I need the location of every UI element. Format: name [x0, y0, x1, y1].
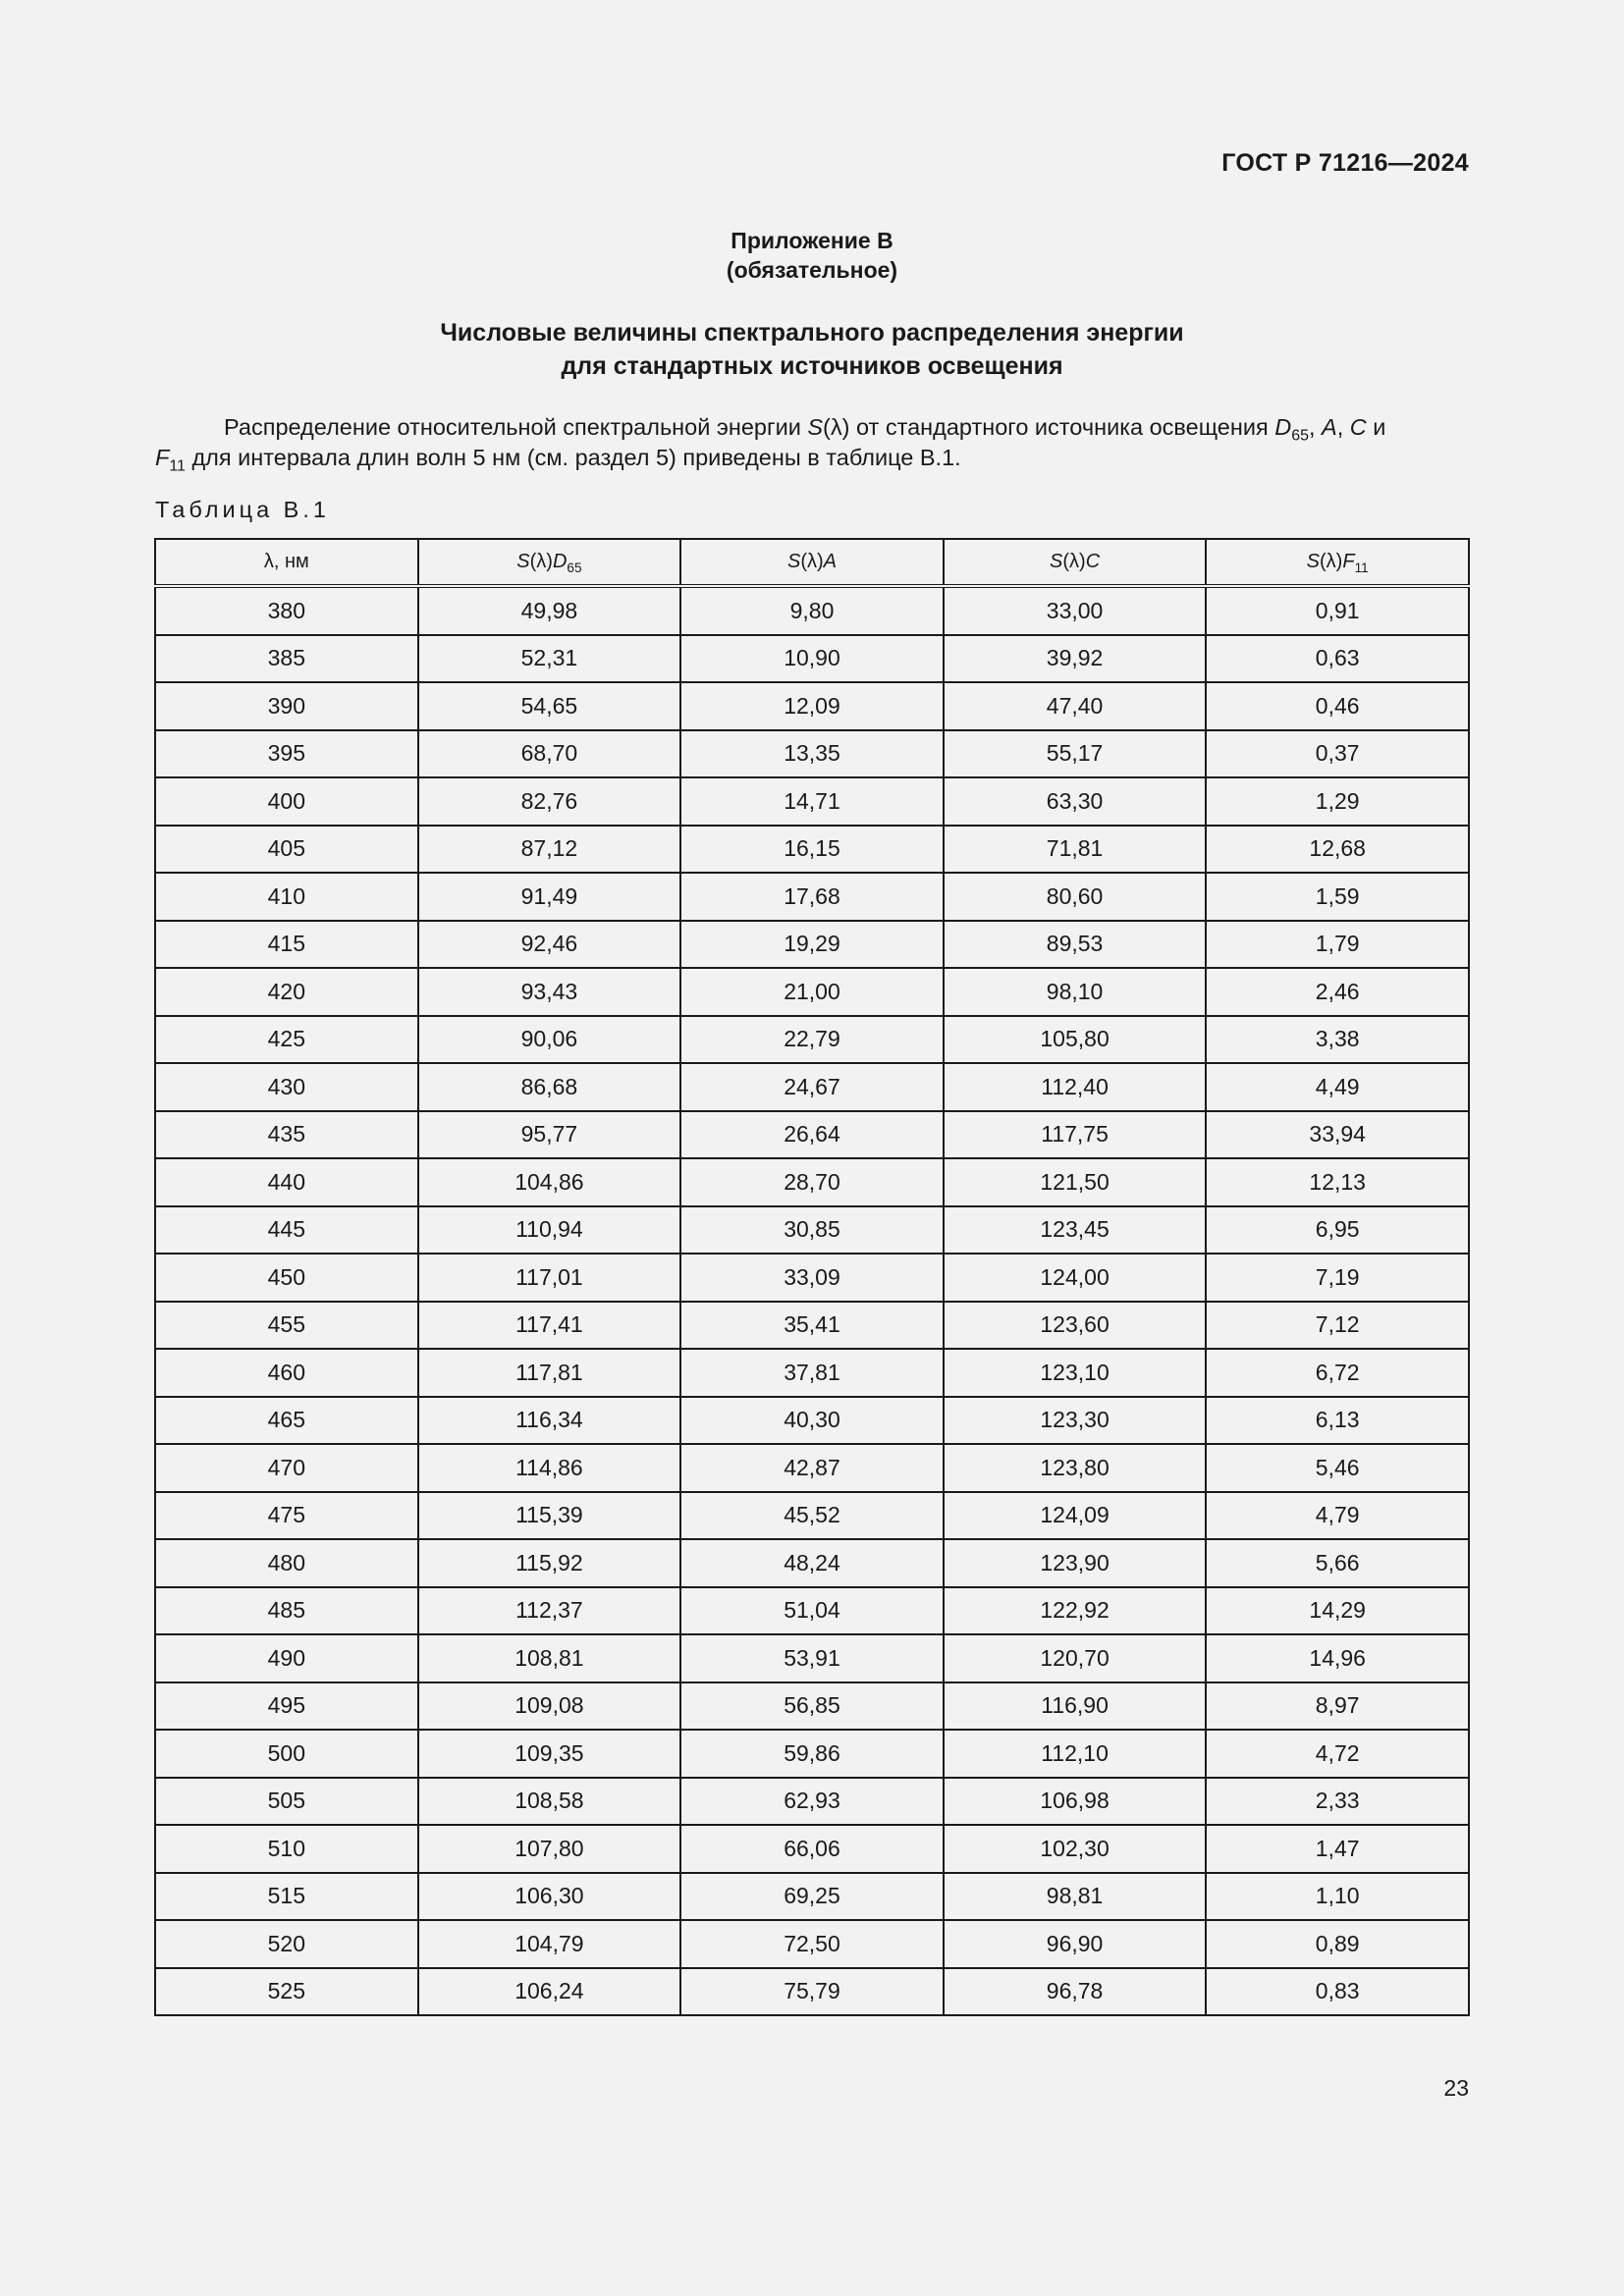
table-cell: 470 — [155, 1444, 418, 1492]
table-cell: 110,94 — [418, 1206, 681, 1255]
table-cell: 123,90 — [944, 1539, 1207, 1587]
table-row — [155, 1397, 1469, 1445]
table-cell: 22,79 — [680, 1016, 944, 1064]
table-row — [155, 1587, 1469, 1635]
table-cell: 430 — [155, 1063, 418, 1111]
table-cell: 4,79 — [1206, 1492, 1469, 1540]
spectral-data-table — [154, 538, 1470, 2016]
table-cell: 5,46 — [1206, 1444, 1469, 1492]
table-row — [155, 1825, 1469, 1873]
table-cell: 75,79 — [680, 1968, 944, 2016]
header-symbol: F — [1342, 551, 1355, 572]
table-cell: 450 — [155, 1254, 418, 1302]
table-cell: 80,60 — [944, 873, 1207, 921]
table-row — [155, 1349, 1469, 1397]
intro-subscript: 11 — [169, 457, 186, 475]
table-cell: 121,50 — [944, 1158, 1207, 1206]
table-cell: 0,91 — [1206, 586, 1469, 635]
header-subscript: 11 — [1354, 560, 1369, 575]
table-cell: 435 — [155, 1111, 418, 1159]
table-cell: 1,79 — [1206, 921, 1469, 969]
table-cell: 120,70 — [944, 1634, 1207, 1682]
table-cell: 92,46 — [418, 921, 681, 969]
table-cell: 16,15 — [680, 826, 944, 874]
table-cell: 106,24 — [418, 1968, 681, 2016]
header-text: (λ) — [529, 551, 553, 572]
header-symbol: S — [1306, 551, 1321, 572]
table-cell: 0,63 — [1206, 635, 1469, 683]
table-cell: 1,47 — [1206, 1825, 1469, 1873]
table-cell: 117,01 — [418, 1254, 681, 1302]
table-cell: 114,86 — [418, 1444, 681, 1492]
table-row — [155, 682, 1469, 730]
table-cell: 42,87 — [680, 1444, 944, 1492]
table-row — [155, 1444, 1469, 1492]
table-cell: 12,09 — [680, 682, 944, 730]
header-text: (λ) — [1320, 551, 1343, 572]
table-cell: 96,90 — [944, 1920, 1207, 1968]
table-cell: 108,81 — [418, 1634, 681, 1682]
table-cell: 465 — [155, 1397, 418, 1445]
table-cell: 390 — [155, 682, 418, 730]
intro-text: для интервала длин волн 5 нм (см. раздел 5) приведены в таблице В.1. — [185, 445, 961, 470]
annex-status: (обязательное) — [726, 257, 898, 283]
header-s-c — [944, 539, 1207, 586]
table-row — [155, 1158, 1469, 1206]
table-cell: 24,67 — [680, 1063, 944, 1111]
table-cell: 71,81 — [944, 826, 1207, 874]
table-row — [155, 586, 1469, 635]
table-cell: 9,80 — [680, 586, 944, 635]
table-cell: 105,80 — [944, 1016, 1207, 1064]
table-cell: 21,00 — [680, 968, 944, 1016]
table-cell: 122,92 — [944, 1587, 1207, 1635]
page-number: 23 — [1443, 2075, 1469, 2101]
table-cell: 525 — [155, 1968, 418, 2016]
intro-symbol: A — [1322, 414, 1337, 440]
header-wavelength — [155, 539, 418, 586]
table-cell: 123,80 — [944, 1444, 1207, 1492]
header-s-f11 — [1206, 539, 1469, 586]
intro-symbol: D — [1274, 414, 1292, 440]
table-cell: 116,90 — [944, 1682, 1207, 1731]
intro-subscript: 65 — [1291, 427, 1309, 445]
table-cell: 123,60 — [944, 1302, 1207, 1350]
table-cell: 6,95 — [1206, 1206, 1469, 1255]
table-cell: 51,04 — [680, 1587, 944, 1635]
section-title-line-1: Числовые величины спектрального распределения энергии — [440, 319, 1184, 347]
table-cell: 520 — [155, 1920, 418, 1968]
header-symbol: S — [1050, 551, 1063, 572]
table-row — [155, 1111, 1469, 1159]
table-cell: 7,19 — [1206, 1254, 1469, 1302]
table-cell: 33,09 — [680, 1254, 944, 1302]
header-subscript: 65 — [567, 560, 582, 575]
table-cell: 0,46 — [1206, 682, 1469, 730]
table-cell: 19,29 — [680, 921, 944, 969]
table-cell: 500 — [155, 1730, 418, 1778]
header-symbol: S — [516, 551, 530, 572]
table-cell: 89,53 — [944, 921, 1207, 969]
table-cell: 109,35 — [418, 1730, 681, 1778]
table-row — [155, 1920, 1469, 1968]
table-cell: 385 — [155, 635, 418, 683]
table-cell: 12,13 — [1206, 1158, 1469, 1206]
table-cell: 475 — [155, 1492, 418, 1540]
table-row — [155, 968, 1469, 1016]
table-cell: 505 — [155, 1778, 418, 1826]
table-cell: 98,10 — [944, 968, 1207, 1016]
table-cell: 72,50 — [680, 1920, 944, 1968]
table-cell: 47,40 — [944, 682, 1207, 730]
table-cell: 460 — [155, 1349, 418, 1397]
header-text: (λ) — [800, 551, 824, 572]
table-row — [155, 777, 1469, 826]
header-symbol: D — [552, 551, 568, 572]
table-cell: 102,30 — [944, 1825, 1207, 1873]
table-cell: 415 — [155, 921, 418, 969]
intro-text: и — [1366, 414, 1386, 440]
table-cell: 40,30 — [680, 1397, 944, 1445]
header-s-a — [680, 539, 944, 586]
table-row — [155, 826, 1469, 874]
table-cell: 17,68 — [680, 873, 944, 921]
table-cell: 480 — [155, 1539, 418, 1587]
table-cell: 0,83 — [1206, 1968, 1469, 2016]
table-row — [155, 1634, 1469, 1682]
table-cell: 104,86 — [418, 1158, 681, 1206]
table-cell: 35,41 — [680, 1302, 944, 1350]
table-cell: 410 — [155, 873, 418, 921]
table-cell: 395 — [155, 730, 418, 778]
table-cell: 39,92 — [944, 635, 1207, 683]
table-cell: 54,65 — [418, 682, 681, 730]
table-cell: 30,85 — [680, 1206, 944, 1255]
table-cell: 0,89 — [1206, 1920, 1469, 1968]
table-cell: 14,29 — [1206, 1587, 1469, 1635]
table-row — [155, 1016, 1469, 1064]
table-cell: 91,49 — [418, 873, 681, 921]
table-cell: 104,79 — [418, 1920, 681, 1968]
table-cell: 48,24 — [680, 1539, 944, 1587]
standard-code: ГОСТ Р 71216—2024 — [1221, 149, 1469, 177]
table-row — [155, 873, 1469, 921]
header-symbol: C — [1085, 551, 1101, 572]
table-cell: 515 — [155, 1873, 418, 1921]
intro-text: Распределение относительной спектральной энергии — [224, 414, 808, 440]
table-row — [155, 1254, 1469, 1302]
table-row — [155, 635, 1469, 683]
table-cell: 33,00 — [944, 586, 1207, 635]
table-cell: 82,76 — [418, 777, 681, 826]
table-cell: 69,25 — [680, 1873, 944, 1921]
table-cell: 96,78 — [944, 1968, 1207, 2016]
table-row — [155, 1492, 1469, 1540]
table-cell: 115,39 — [418, 1492, 681, 1540]
table-cell: 1,29 — [1206, 777, 1469, 826]
table-cell: 117,81 — [418, 1349, 681, 1397]
table-cell: 5,66 — [1206, 1539, 1469, 1587]
table-cell: 380 — [155, 586, 418, 635]
table-cell: 123,10 — [944, 1349, 1207, 1397]
table-header-row — [155, 539, 1469, 586]
table-cell: 495 — [155, 1682, 418, 1731]
table-cell: 90,06 — [418, 1016, 681, 1064]
table-cell: 86,68 — [418, 1063, 681, 1111]
table-row — [155, 1206, 1469, 1255]
table-cell: 2,46 — [1206, 968, 1469, 1016]
table-row — [155, 921, 1469, 969]
table-cell: 49,98 — [418, 586, 681, 635]
table-cell: 112,37 — [418, 1587, 681, 1635]
intro-paragraph — [155, 412, 1469, 473]
table-cell: 14,71 — [680, 777, 944, 826]
table-cell: 98,81 — [944, 1873, 1207, 1921]
table-cell: 109,08 — [418, 1682, 681, 1731]
table-row — [155, 1539, 1469, 1587]
table-cell: 56,85 — [680, 1682, 944, 1731]
table-cell: 12,68 — [1206, 826, 1469, 874]
table-cell: 3,38 — [1206, 1016, 1469, 1064]
table-cell: 93,43 — [418, 968, 681, 1016]
header-s-d65 — [418, 539, 681, 586]
header-text: (λ) — [1062, 551, 1086, 572]
table-cell: 420 — [155, 968, 418, 1016]
table-row — [155, 1682, 1469, 1731]
table-caption: Таблица В.1 — [155, 497, 330, 522]
intro-text: , — [1308, 414, 1323, 440]
table-cell: 1,10 — [1206, 1873, 1469, 1921]
table-cell: 4,49 — [1206, 1063, 1469, 1111]
section-title — [0, 316, 1624, 383]
header-symbol: A — [823, 551, 837, 572]
table-cell: 115,92 — [418, 1539, 681, 1587]
table-cell: 13,35 — [680, 730, 944, 778]
table-cell: 62,93 — [680, 1778, 944, 1826]
table-cell: 26,64 — [680, 1111, 944, 1159]
table-cell: 405 — [155, 826, 418, 874]
section-title-line-2: для стандартных источников освещения — [561, 352, 1063, 380]
table-cell: 112,10 — [944, 1730, 1207, 1778]
table-cell: 123,45 — [944, 1206, 1207, 1255]
table-cell: 37,81 — [680, 1349, 944, 1397]
table-cell: 112,40 — [944, 1063, 1207, 1111]
table-cell: 53,91 — [680, 1634, 944, 1682]
table-cell: 106,30 — [418, 1873, 681, 1921]
table-cell: 55,17 — [944, 730, 1207, 778]
table-row — [155, 1968, 1469, 2016]
table-cell: 8,97 — [1206, 1682, 1469, 1731]
table-cell: 116,34 — [418, 1397, 681, 1445]
table-cell: 106,98 — [944, 1778, 1207, 1826]
table-cell: 87,12 — [418, 826, 681, 874]
table-cell: 400 — [155, 777, 418, 826]
table-cell: 7,12 — [1206, 1302, 1469, 1350]
table-row — [155, 730, 1469, 778]
table-cell: 68,70 — [418, 730, 681, 778]
table-cell: 59,86 — [680, 1730, 944, 1778]
table-cell: 66,06 — [680, 1825, 944, 1873]
table-row — [155, 1302, 1469, 1350]
table-cell: 445 — [155, 1206, 418, 1255]
table-cell: 6,13 — [1206, 1397, 1469, 1445]
table-cell: 10,90 — [680, 635, 944, 683]
table-cell: 0,37 — [1206, 730, 1469, 778]
header-symbol: S — [786, 551, 801, 572]
intro-text: от стандартного источника освещения — [849, 414, 1275, 440]
table-cell: 124,09 — [944, 1492, 1207, 1540]
table-cell: 2,33 — [1206, 1778, 1469, 1826]
header-text: λ, нм — [263, 551, 309, 572]
table-cell: 124,00 — [944, 1254, 1207, 1302]
table-cell: 425 — [155, 1016, 418, 1064]
intro-symbol: S — [807, 414, 824, 440]
table-body — [155, 586, 1469, 2015]
table-cell: 4,72 — [1206, 1730, 1469, 1778]
table-cell: 6,72 — [1206, 1349, 1469, 1397]
table-cell: 455 — [155, 1302, 418, 1350]
table-cell: 108,58 — [418, 1778, 681, 1826]
table-cell: 14,96 — [1206, 1634, 1469, 1682]
table-cell: 117,75 — [944, 1111, 1207, 1159]
table-cell: 1,59 — [1206, 873, 1469, 921]
table-cell: 63,30 — [944, 777, 1207, 826]
table-cell: 485 — [155, 1587, 418, 1635]
table-cell: 52,31 — [418, 635, 681, 683]
table-cell: 95,77 — [418, 1111, 681, 1159]
intro-symbol: (λ) — [823, 414, 850, 440]
table-row — [155, 1063, 1469, 1111]
table-row — [155, 1873, 1469, 1921]
intro-text: , — [1336, 414, 1350, 440]
table-cell: 28,70 — [680, 1158, 944, 1206]
table-cell: 440 — [155, 1158, 418, 1206]
table-row — [155, 1778, 1469, 1826]
intro-symbol: C — [1349, 414, 1367, 440]
table-row — [155, 1730, 1469, 1778]
table-cell: 45,52 — [680, 1492, 944, 1540]
table-cell: 117,41 — [418, 1302, 681, 1350]
table-cell: 33,94 — [1206, 1111, 1469, 1159]
annex-label: Приложение В — [731, 228, 893, 253]
table-cell: 123,30 — [944, 1397, 1207, 1445]
table-cell: 490 — [155, 1634, 418, 1682]
annex-heading — [0, 226, 1624, 285]
table-cell: 107,80 — [418, 1825, 681, 1873]
intro-symbol: F — [155, 445, 170, 470]
table-cell: 510 — [155, 1825, 418, 1873]
